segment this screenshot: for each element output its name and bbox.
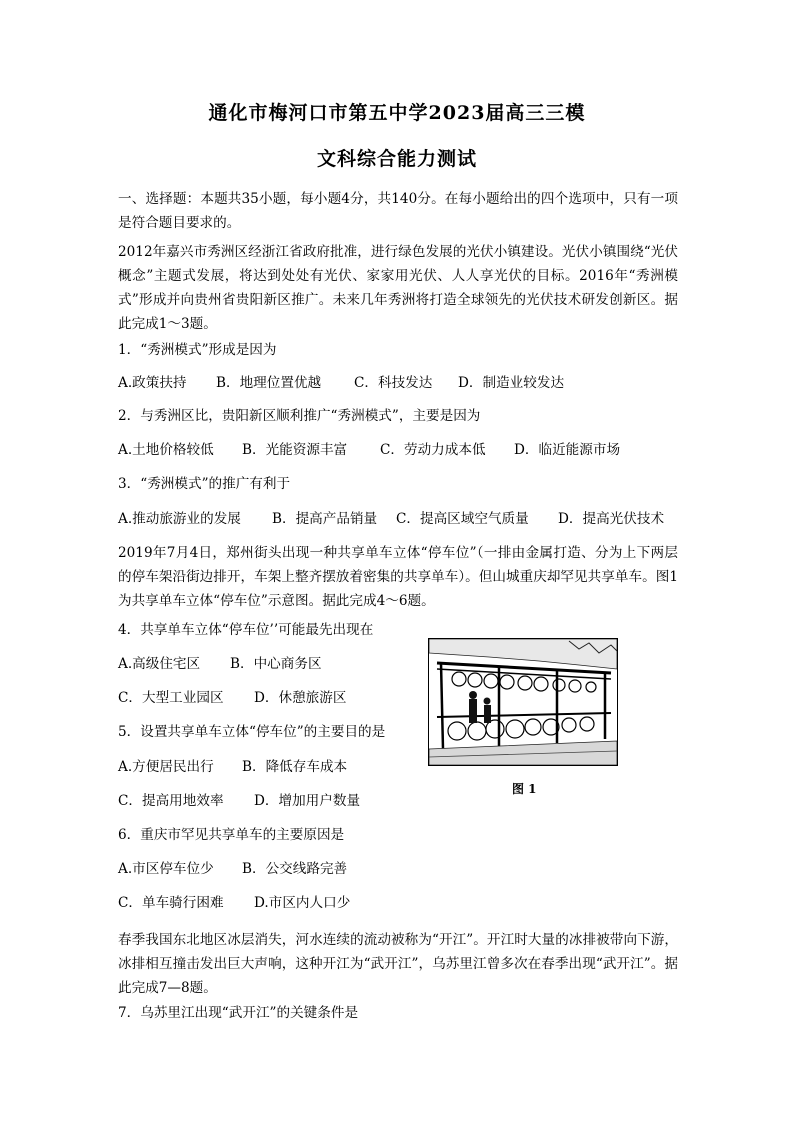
question-7-stem: 7．乌苏里江出现“武开江”的关键条件是	[118, 1005, 359, 1021]
question-1-stem: 1．“秀洲模式”形成是因为	[118, 342, 277, 358]
option-d: D．提高光伏技术	[558, 511, 665, 527]
section-instructions: 一、选择题：本题共35小题，每小题4分，共140分。在每小题给出的四个选项中，只有一项是符合题目要求的。	[118, 191, 678, 231]
option-d: D．增加用户数量	[254, 793, 361, 809]
option-a: A.推动旅游业的发展	[118, 511, 241, 527]
passage-river-ice: 春季我国东北地区冰层消失，河水连续的流动被称为“开江”。开江时大量的冰排被带向下游，冰排相互撞击发出巨大声响，这种开江为“武开江”，乌苏里江曾多次在春季出现“武开江”。据此完成7—8题。	[118, 932, 678, 996]
question-4-options-2	[118, 688, 346, 708]
question-4-options	[118, 654, 322, 674]
question-6-options-2	[118, 893, 350, 913]
question-5-options	[118, 757, 347, 777]
option-b: B．光能资源丰富	[242, 442, 348, 458]
question-3-stem: 3．“秀洲模式”的推广有利于	[118, 476, 291, 492]
question-5-options-2	[118, 791, 360, 811]
option-d: D．制造业较发达	[458, 375, 565, 391]
option-b: B．地理位置优越	[216, 375, 322, 391]
option-d: D.市区内人口少	[254, 895, 351, 911]
option-c: C．科技发达	[354, 375, 433, 391]
question-2-options	[118, 440, 620, 460]
question-6-options	[118, 859, 347, 879]
exam-title: 通化市梅河口市第五中学2023届高三三模	[208, 102, 586, 124]
option-b: B．公交线路完善	[242, 861, 348, 877]
question-5-stem: 5．设置共享单车立体“停车位”的主要目的是	[118, 724, 386, 740]
bike-rack-illustration	[429, 639, 617, 765]
passage-xiuzhou: 2012年嘉兴市秀洲区经浙江省政府批准，进行绿色发展的光伏小镇建设。光伏小镇围绕“光伏概念”主题式发展，将达到处处有光伏、家家用光伏、人人享光伏的目标。2016年“秀洲模式”形成并向贵州省贵阳新区推广。未来几年秀洲将打造全球领先的光伏技术研发创新区。据此完成1～3题。	[118, 244, 678, 332]
bike-rack-figure	[428, 638, 618, 766]
option-c: C．提高用地效率	[118, 793, 224, 809]
option-b: B．提高产品销量	[272, 511, 378, 527]
figure-caption: 图 1	[512, 782, 537, 796]
option-c: C．大型工业园区	[118, 690, 224, 706]
option-a: A.方便居民出行	[118, 759, 214, 775]
option-a: A.高级住宅区	[118, 656, 201, 672]
option-b: B．中心商务区	[230, 656, 322, 672]
option-a: A.政策扶持	[118, 375, 187, 391]
option-d: D．休憩旅游区	[254, 690, 347, 706]
option-d: D．临近能源市场	[514, 442, 621, 458]
question-2-stem: 2．与秀洲区比，贵阳新区顺利推广“秀洲模式”，主要是因为	[118, 408, 481, 424]
question-1-options	[118, 373, 564, 393]
option-a: A.土地价格较低	[118, 442, 214, 458]
option-c: C．提高区域空气质量	[396, 511, 529, 527]
question-6-stem: 6．重庆市罕见共享单车的主要原因是	[118, 827, 345, 843]
question-4-stem: 4．共享单车立体“停车位’’可能最先出现在	[118, 622, 374, 638]
option-c: C．单车骑行困难	[118, 895, 224, 911]
option-b: B．降低存车成本	[242, 759, 348, 775]
option-c: C．劳动力成本低	[380, 442, 486, 458]
question-3-options	[118, 509, 664, 529]
option-a: A.市区停车位少	[118, 861, 214, 877]
exam-subtitle: 文科综合能力测试	[316, 148, 477, 170]
passage-bike-parking: 2019年7月4日，郑州街头出现一种共享单车立体“停车位”（一排由金属打造、分为上下两层的停车架沿街边排开，车架上整齐摆放着密集的共享单车）。但山城重庆却罕见共享单车。图1为共享单车立体“停车位”示意图。据此完成4～6题。	[118, 545, 678, 609]
